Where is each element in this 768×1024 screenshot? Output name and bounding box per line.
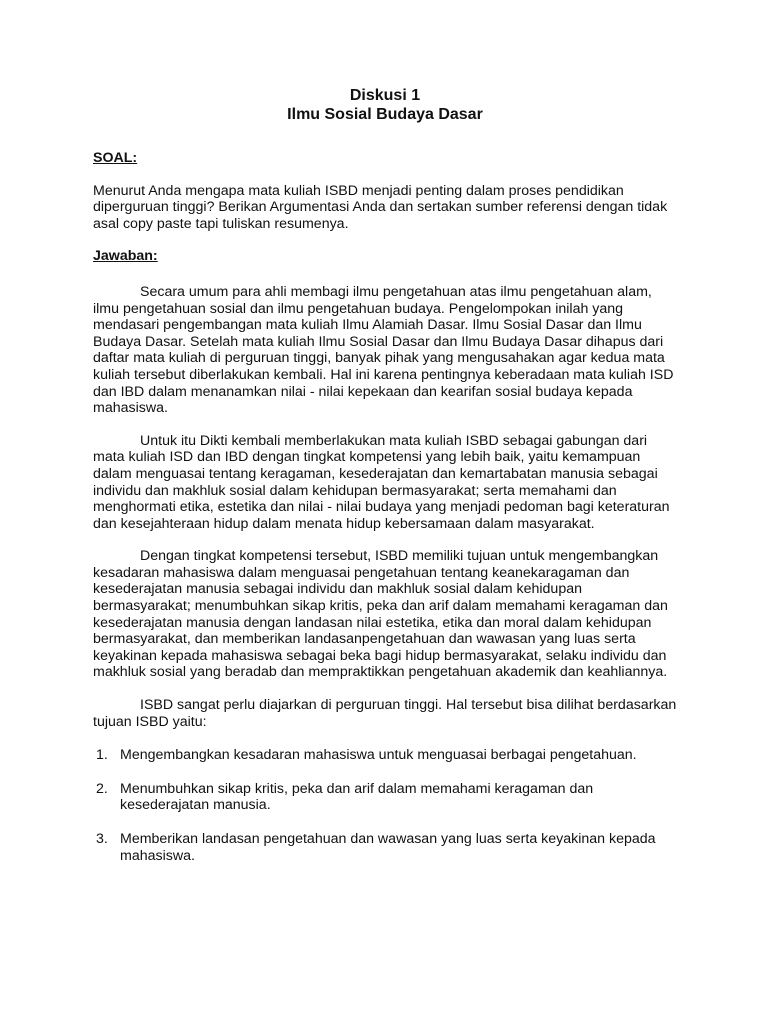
- list-item-text: Menumbuhkan sikap kritis, peka dan arif dalam memahami keragaman dan kesederajatan manusia.: [120, 780, 594, 814]
- answer-paragraph-4: ISBD sangat perlu diajarkan di perguruan tinggi. Hal tersebut bisa dilihat berdasarkan tujuan ISBD yaitu:: [93, 697, 677, 730]
- list-item-number: 1.: [96, 747, 108, 764]
- answer-paragraph-1: Secara umum para ahli membagi ilmu pengetahuan atas ilmu pengetahuan alam, ilmu pengetahuan sosial dan ilmu pengetahuan budaya. Pengelompokan inilah yang mendasari pengembangan mata kuliah Ilmu Alamiah Dasar. Ilmu Sosial Dasar dan Ilmu Budaya Dasar. Setelah mata kuliah Ilmu Sosial Dasar dan Ilmu Budaya Dasar dihapus dari daftar mata kuliah di perguruan tinggi, banyak pihak yang mengusahakan agar kedua mata kuliah tersebut diberlakukan kembali. Hal ini karena pentingnya keberadaan mata kuliah ISD dan IBD dalam menanamkan nilai - nilai kepekaan dan kearifan sosial budaya kepada mahasiswa.: [93, 283, 674, 417]
- jawaban-heading: Jawaban:: [93, 248, 158, 265]
- list-item: [93, 781, 677, 814]
- list-item-number: 3.: [96, 831, 108, 847]
- list-item-text: Memberikan landasan pengetahuan dan wawasan yang luas serta keyakinan kepada mahasiswa.: [120, 831, 656, 864]
- document-body: [93, 86, 677, 881]
- soal-heading: SOAL:: [93, 150, 138, 166]
- list-item-number: 2.: [96, 780, 108, 797]
- list-item: [93, 831, 677, 864]
- soal-question-text: Menurut Anda mengapa mata kuliah ISBD menjadi penting dalam proses pendidikan diperguruan tinggi? Berikan Argumentasi Anda dan sertakan sumber referensi dengan tidak asal copy paste tapi tuliskan resumenya.: [93, 182, 668, 232]
- document-title-line2: Ilmu Sosial Budaya Dasar: [287, 106, 483, 123]
- answer-paragraph-3: Dengan tingkat kompetensi tersebut, ISBD memiliki tujuan untuk mengembangkan kesadaran mahasiswa dalam menguasai pengetahuan tentang keanekaragaman dan kesederajatan manusia sebagai individu dan makhluk sosial dalam kehidupan bermasyarakat; menumbuhkan sikap kritis, peka dan arif dalam memahami keragaman dan kesederajatan manusia dengan landasan nilai estetika, etika dan moral dalam kehidupan bermasyarakat, dan memberikan landasanpengetahuan dan wawasan yang luas serta keyakinan kepada mahasiswa sebagai beka bagi hidup bermasyarakat, selaku individu dan makhluk sosial yang beradab dan mempraktikkan pengetahuan akademik dan keahliannya.: [93, 548, 668, 681]
- list-item-text: Mengembangkan kesadaran mahasiswa untuk menguasai berbagai pengetahuan.: [120, 747, 637, 764]
- isbd-goals-list: [93, 747, 677, 864]
- answer-paragraph-2: Untuk itu Dikti kembali memberlakukan mata kuliah ISBD sebagai gabungan dari mata kuliah ISD dan IBD dengan tingkat kompetensi yang lebih baik, yaitu kemampuan dalam menguasai tentang keragaman, kesederajatan dan kemartabatan manusia sebagai individu dan makhluk sosial dalam kehidupan bermasyarakat; serta memahami dan menghormati etika, estetika dan nilai - nilai budaya yang menjadi pedoman bagi keteraturan dan kesejahteraan hidup dalam menata hidup kebersamaan dalam masyarakat.: [93, 432, 670, 532]
- document-title-line1: Diskusi 1: [349, 87, 421, 104]
- list-item: [93, 747, 677, 764]
